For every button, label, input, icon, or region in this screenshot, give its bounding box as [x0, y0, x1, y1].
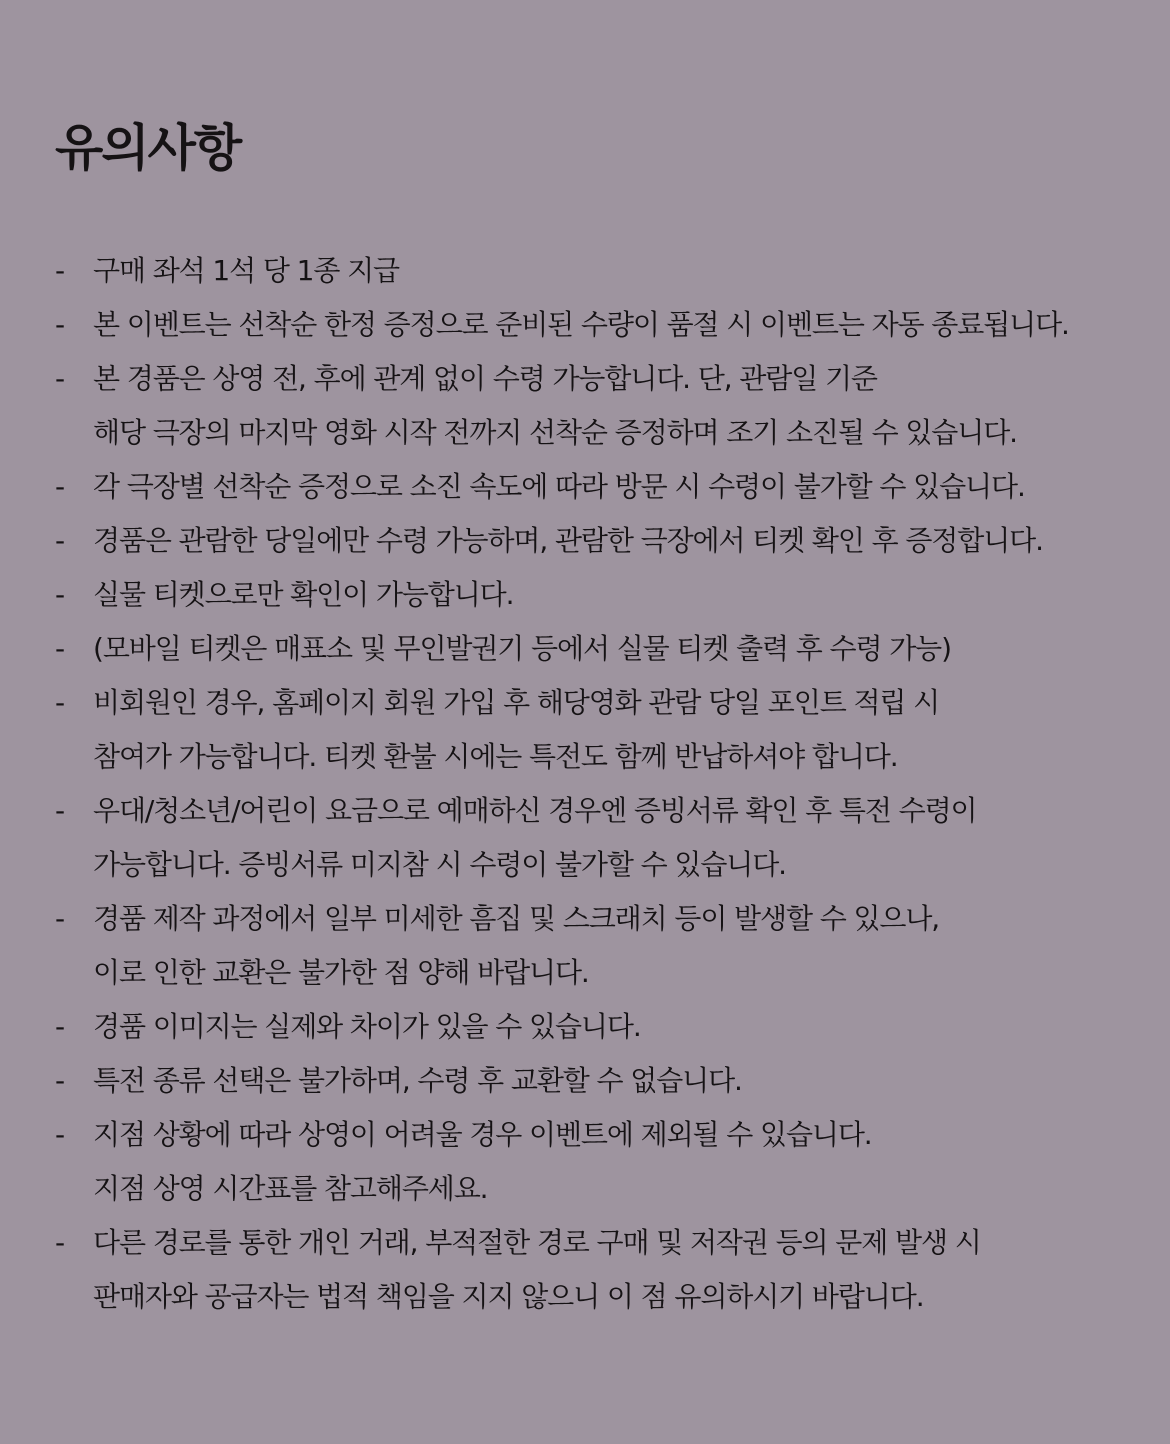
notice-item — [55, 622, 1155, 676]
notice-item — [55, 1054, 1155, 1108]
bullet-dash: - — [55, 308, 66, 341]
notice-item — [55, 514, 1155, 568]
notice-line: 지점 상황에 따라 상영이 어려울 경우 이벤트에 제외될 수 있습니다. — [93, 1118, 872, 1151]
notice-text — [93, 784, 1155, 892]
notice-line: 비회원인 경우, 홈페이지 회원 가입 후 해당영화 관람 당일 포인트 적립 시 — [93, 686, 940, 719]
notice-line: 본 이벤트는 선착순 한정 증정으로 준비된 수량이 품절 시 이벤트는 자동 종료됩니다. — [93, 308, 1069, 341]
bullet-dash: - — [55, 470, 66, 503]
notice-text — [93, 676, 1155, 784]
notice-text — [93, 892, 1155, 1000]
notice-line: 가능합니다. 증빙서류 미지참 시 수령이 불가할 수 있습니다. — [93, 848, 786, 881]
notice-item — [55, 244, 1155, 298]
notice-text — [93, 352, 1155, 460]
notice-text — [93, 1216, 1155, 1324]
notice-line: 해당 극장의 마지막 영화 시작 전까지 선착순 증정하며 조기 소진될 수 있습니다. — [93, 416, 1017, 449]
notice-item — [55, 892, 1155, 1000]
notice-line: 본 경품은 상영 전, 후에 관계 없이 수령 가능합니다. 단, 관람일 기준 — [93, 362, 877, 395]
bullet-dash: - — [55, 362, 66, 395]
bullet-dash: - — [55, 902, 66, 935]
bullet-dash: - — [55, 254, 66, 287]
bullet-dash: - — [55, 1064, 66, 1097]
bullet-dash: - — [55, 686, 66, 719]
notice-text — [93, 568, 1155, 622]
notice-item — [55, 352, 1155, 460]
notice-line: 경품 제작 과정에서 일부 미세한 흠집 및 스크래치 등이 발생할 수 있으나, — [93, 902, 940, 935]
bullet-dash: - — [55, 578, 66, 611]
notice-text — [93, 244, 1155, 298]
bullet-dash: - — [55, 794, 66, 827]
notice-line: 경품은 관람한 당일에만 수령 가능하며, 관람한 극장에서 티켓 확인 후 증정합니다. — [93, 524, 1043, 557]
bullet-dash: - — [55, 632, 66, 665]
notice-line: 우대/청소년/어린이 요금으로 예매하신 경우엔 증빙서류 확인 후 특전 수령이 — [93, 794, 977, 827]
notice-item — [55, 298, 1155, 352]
bullet-dash: - — [55, 1118, 66, 1151]
notice-text — [93, 1054, 1155, 1108]
notice-text — [93, 1000, 1155, 1054]
notice-list — [55, 244, 1155, 1324]
notice-line: 각 극장별 선착순 증정으로 소진 속도에 따라 방문 시 수령이 불가할 수 있습니다. — [93, 470, 1025, 503]
notice-item — [55, 1108, 1155, 1216]
notice-line: 지점 상영 시간표를 참고해주세요. — [93, 1172, 488, 1205]
notice-text — [93, 1108, 1155, 1216]
notice-line: 특전 종류 선택은 불가하며, 수령 후 교환할 수 없습니다. — [93, 1064, 742, 1097]
notice-line: (모바일 티켓은 매표소 및 무인발권기 등에서 실물 티켓 출력 후 수령 가능) — [93, 632, 951, 665]
notice-line: 구매 좌석 1석 당 1종 지급 — [93, 254, 399, 287]
notice-item — [55, 676, 1155, 784]
notice-line: 판매자와 공급자는 법적 책임을 지지 않으니 이 점 유의하시기 바랍니다. — [93, 1280, 924, 1313]
bullet-dash: - — [55, 524, 66, 557]
bullet-dash: - — [55, 1226, 66, 1259]
notice-line: 참여가 가능합니다. 티켓 환불 시에는 특전도 함께 반납하셔야 합니다. — [93, 740, 898, 773]
notice-text — [93, 622, 1155, 676]
notice-item — [55, 568, 1155, 622]
notice-text — [93, 514, 1155, 568]
page-title: 유의사항 — [55, 119, 241, 177]
notice-line: 다른 경로를 통한 개인 거래, 부적절한 경로 구매 및 저작권 등의 문제 발생 시 — [93, 1226, 981, 1259]
notice-text — [93, 298, 1155, 352]
notice-line: 경품 이미지는 실제와 차이가 있을 수 있습니다. — [93, 1010, 641, 1043]
notice-item — [55, 460, 1155, 514]
notice-item — [55, 1000, 1155, 1054]
bullet-dash: - — [55, 1010, 66, 1043]
notice-item — [55, 1216, 1155, 1324]
notice-line: 이로 인한 교환은 불가한 점 양해 바랍니다. — [93, 956, 589, 989]
notice-text — [93, 460, 1155, 514]
notice-line: 실물 티켓으로만 확인이 가능합니다. — [93, 578, 514, 611]
notice-item — [55, 784, 1155, 892]
